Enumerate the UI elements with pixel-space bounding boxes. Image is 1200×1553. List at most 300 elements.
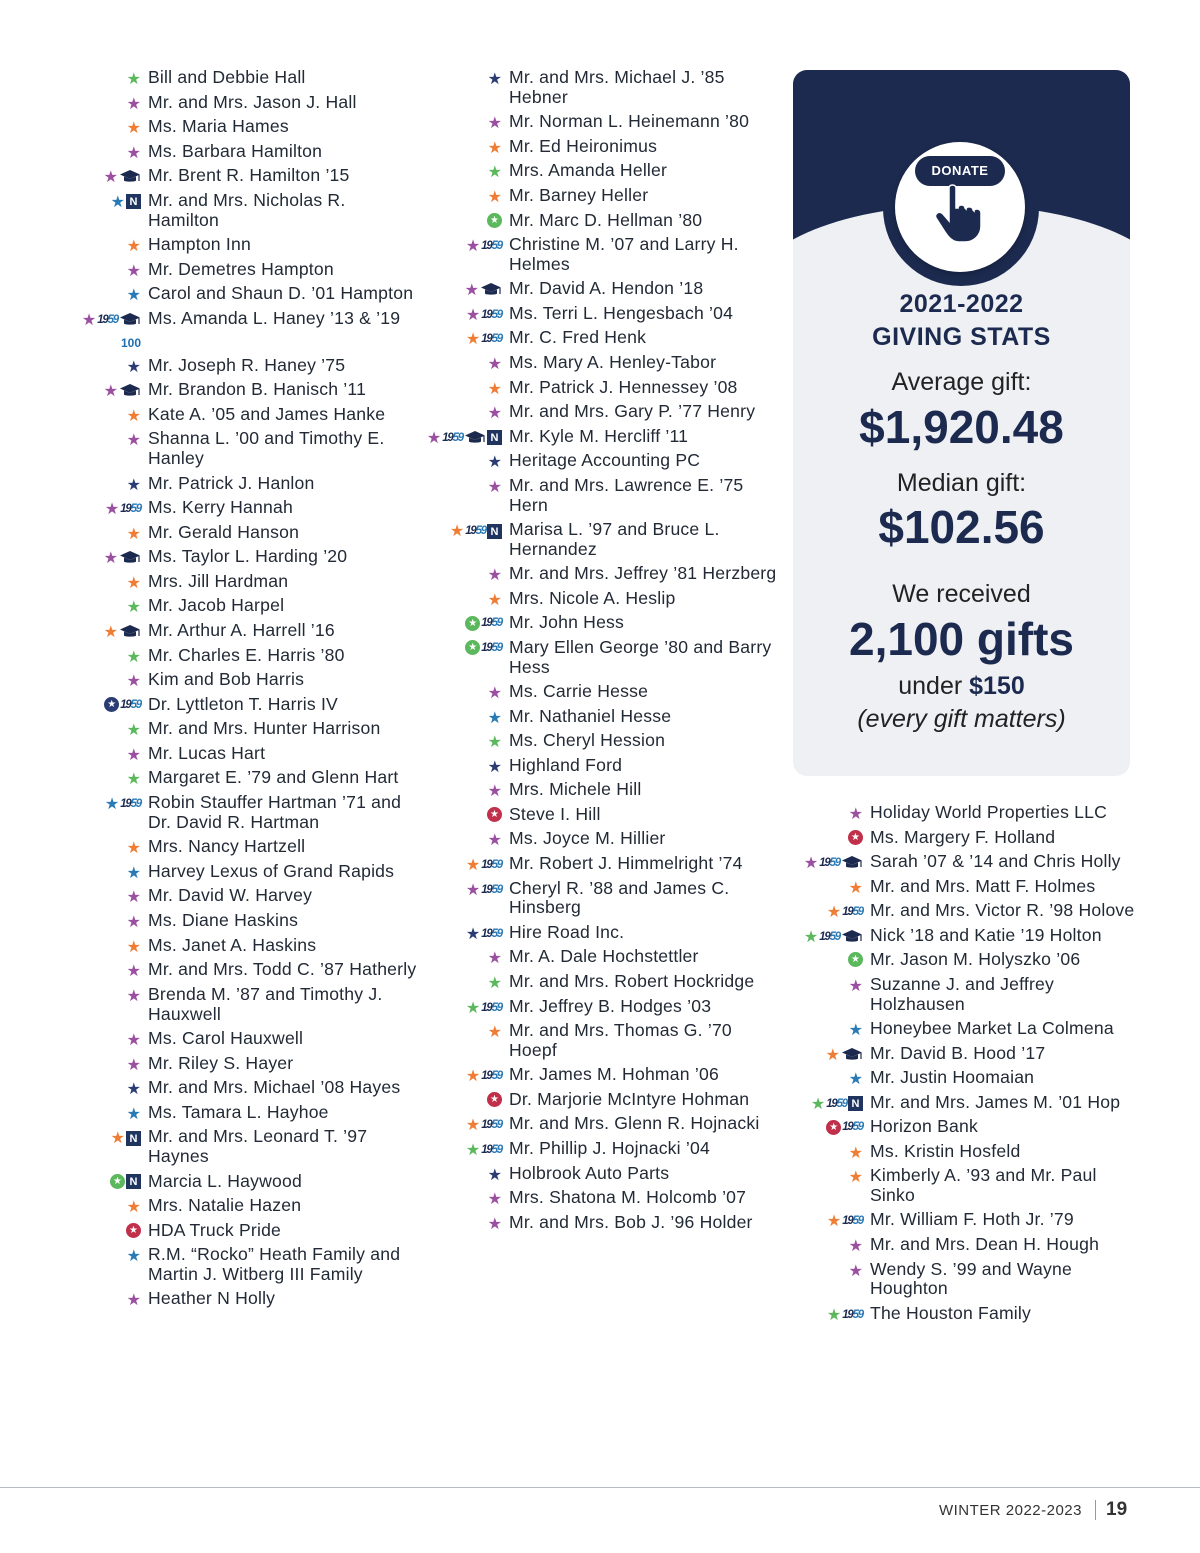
- society-1959-icon: 1959: [481, 239, 502, 252]
- donor-icons: [60, 1054, 148, 1074]
- donor-icons: [60, 1196, 148, 1216]
- donor-entry: [60, 1196, 420, 1216]
- donate-button[interactable]: [895, 142, 1025, 272]
- donor-name: Ms. Terri L. Hengesbach ’04: [509, 302, 734, 323]
- star-orange-icon: ★: [110, 1128, 125, 1148]
- donor-entry: [60, 719, 420, 739]
- star-purple-icon: ★: [126, 1029, 141, 1049]
- star-green-icon: ★: [126, 69, 141, 88]
- donor-entry: [782, 1044, 1142, 1064]
- n-logo-icon: N: [126, 1131, 141, 1146]
- donor-entry: [421, 829, 781, 849]
- star-green-icon: ★: [487, 972, 502, 992]
- donor-entry: [421, 564, 781, 584]
- donor-icons: [421, 829, 509, 849]
- donor-entry: [421, 402, 781, 422]
- society-1959-icon: 1959: [842, 1215, 863, 1228]
- donor-icons: [60, 356, 148, 376]
- donor-entry: [421, 378, 781, 398]
- donor-entry: [782, 1117, 1142, 1137]
- donor-entry: [421, 304, 781, 324]
- star-purple-icon: ★: [465, 879, 481, 899]
- donor-entry: [60, 547, 420, 567]
- donor-entry: [421, 682, 781, 702]
- star-purple-icon: ★: [126, 1054, 141, 1074]
- donor-name: Mr. Riley S. Hayer: [148, 1052, 294, 1073]
- donor-name: Mr. Brent R. Hamilton ’15: [148, 165, 350, 186]
- donor-entry: [782, 1260, 1142, 1300]
- donor-name: Mr. Barney Heller: [509, 184, 649, 205]
- donor-name: HDA Truck Pride: [148, 1219, 282, 1240]
- donor-entry: [782, 1019, 1142, 1039]
- donor-entry: [782, 852, 1142, 872]
- donor-icons: [782, 1142, 870, 1162]
- every-gift-matters: (every gift matters): [857, 705, 1066, 733]
- donor-icons: [421, 520, 509, 540]
- circled-star-red-icon: ★: [487, 807, 502, 822]
- donor-name: Mr. Phillip J. Hojnacki ’04: [509, 1137, 710, 1158]
- donor-entry: [782, 1142, 1142, 1162]
- donor-entry: [60, 1127, 420, 1167]
- donor-entry: [421, 1114, 781, 1134]
- star-orange-icon: ★: [126, 936, 141, 956]
- donor-icons: [60, 309, 148, 351]
- star-orange-icon: ★: [848, 1167, 863, 1187]
- donor-entry: [60, 405, 420, 425]
- donor-entry: [60, 1078, 420, 1098]
- star-purple-icon: ★: [126, 1290, 141, 1310]
- donor-entry: [60, 284, 420, 304]
- star-purple-icon: ★: [103, 548, 118, 568]
- donor-icons: [782, 1044, 870, 1064]
- circled-star-green-icon: ★: [848, 952, 863, 967]
- donor-entry: [60, 985, 420, 1025]
- donor-entry: [60, 936, 420, 956]
- donor-entry: [421, 1065, 781, 1085]
- circled-star-red-icon: ★: [848, 830, 863, 845]
- circled-star-green-icon: ★: [465, 616, 480, 631]
- stats-heading-year: 2021-2022: [899, 290, 1024, 318]
- donor-entry: [60, 768, 420, 788]
- under-amount: $150: [969, 672, 1025, 700]
- donor-name: Mr. Ed Heironimus: [509, 135, 658, 156]
- donor-icons: [782, 1166, 870, 1186]
- donor-name: Honeybee Market La Colmena: [870, 1017, 1114, 1038]
- donor-name: Mr. and Mrs. James M. ’01 Hop: [870, 1091, 1121, 1112]
- graduation-cap-icon: [119, 312, 141, 328]
- donor-entry: [782, 828, 1142, 848]
- pointing-hand-icon: [925, 178, 995, 248]
- society-1959-icon: 1959: [97, 313, 118, 326]
- star-purple-icon: ★: [465, 304, 481, 324]
- donor-name: Suzanne J. and Jeffrey Holzhausen: [870, 973, 1055, 1014]
- donor-entry: [782, 1068, 1142, 1088]
- donor-name: Mrs. Nicole A. Heslip: [509, 587, 676, 608]
- donor-icons: [60, 886, 148, 906]
- star-purple-icon: ★: [487, 830, 502, 850]
- donor-icons: [60, 719, 148, 739]
- donor-icons: [421, 235, 509, 255]
- donor-entry: [421, 947, 781, 967]
- donor-icons: [421, 972, 509, 992]
- star-purple-icon: ★: [126, 887, 141, 907]
- stats-heading-title: GIVING STATS: [872, 323, 1051, 351]
- star-navy-icon: ★: [487, 69, 502, 88]
- donor-icons: [60, 235, 148, 255]
- donor-icons: [421, 997, 509, 1017]
- donor-name: Ms. Cheryl Hession: [509, 730, 666, 751]
- donor-name: Ms. Barbara Hamilton: [148, 140, 323, 161]
- donor-icons: [60, 646, 148, 666]
- star-purple-icon: ★: [487, 353, 502, 373]
- donor-name: Hampton Inn: [148, 234, 251, 255]
- donor-icons: [421, 613, 509, 631]
- donor-entry: [421, 780, 781, 800]
- donor-name: Kate A. ’05 and James Hanke: [148, 403, 386, 424]
- star-blue-icon: ★: [126, 1245, 141, 1265]
- donor-icons: [782, 926, 870, 946]
- star-orange-icon: ★: [487, 589, 502, 609]
- star-purple-icon: ★: [126, 430, 141, 450]
- donor-name: Ms. Margery F. Holland: [870, 826, 1056, 847]
- donor-name: Cheryl R. ’88 and James C. Hinsberg: [509, 877, 730, 918]
- donor-icons: [421, 805, 509, 822]
- star-purple-icon: ★: [487, 476, 502, 496]
- donor-icons: [60, 572, 148, 592]
- donor-entry: [60, 960, 420, 980]
- donor-entry: [421, 186, 781, 206]
- donor-name: Mr. and Mrs. Lawrence E. ’75 Hern: [509, 474, 744, 515]
- star-blue-icon: ★: [848, 1019, 863, 1039]
- average-gift-label: Average gift:: [891, 368, 1032, 396]
- donor-entry: [421, 235, 781, 275]
- donor-icons: [421, 879, 509, 899]
- star-purple-icon: ★: [848, 804, 863, 823]
- donor-icons: [782, 1260, 870, 1280]
- donor-entry: [782, 950, 1142, 970]
- star-orange-icon: ★: [487, 378, 502, 398]
- donor-name: Mr. and Mrs. Dean H. Hough: [870, 1234, 1100, 1255]
- society-1959-icon: 1959: [481, 1143, 502, 1156]
- star-green-icon: ★: [487, 162, 502, 182]
- star-purple-icon: ★: [487, 1189, 502, 1209]
- star-blue-icon: ★: [110, 191, 125, 211]
- donor-icons: [421, 564, 509, 584]
- donor-entry: [60, 142, 420, 162]
- median-gift-value: $102.56: [878, 501, 1045, 553]
- star-purple-icon: ★: [426, 427, 442, 447]
- donor-icons: [782, 1019, 870, 1039]
- donor-name: Hire Road Inc.: [509, 921, 625, 942]
- donor-entry: [782, 803, 1142, 823]
- donor-icons: [421, 378, 509, 398]
- donor-icons: [60, 1289, 148, 1309]
- donor-entry: [421, 879, 781, 919]
- donor-name: Mr. and Mrs. Michael ’08 Hayes: [148, 1077, 401, 1098]
- donor-entry: [782, 1210, 1142, 1230]
- society-1959-icon: 1959: [842, 906, 863, 919]
- donor-icons: [421, 682, 509, 702]
- donor-icons: [782, 975, 870, 995]
- donor-entry: [421, 1213, 781, 1233]
- footer-separator: [1095, 1500, 1096, 1520]
- society-1959-icon: 1959: [442, 431, 463, 444]
- star-blue-icon: ★: [126, 862, 141, 882]
- star-green-icon: ★: [126, 597, 141, 617]
- donor-entry: [421, 613, 781, 633]
- donor-entry: [60, 191, 420, 231]
- donor-name: Mrs. Michele Hill: [509, 779, 642, 800]
- received-value: 2,100 gifts: [849, 613, 1074, 665]
- donor-entry: [421, 756, 781, 776]
- star-purple-icon: ★: [81, 309, 97, 329]
- star-orange-icon: ★: [848, 1142, 863, 1162]
- donor-icons: [782, 1210, 870, 1230]
- donor-icons: [60, 911, 148, 931]
- donor-name: Mrs. Jill Hardman: [148, 570, 289, 591]
- star-blue-icon: ★: [126, 285, 141, 305]
- donor-icons: [421, 279, 509, 299]
- star-orange-icon: ★: [826, 1211, 842, 1231]
- donor-entry: [421, 1188, 781, 1208]
- star-purple-icon: ★: [487, 403, 502, 423]
- star-orange-icon: ★: [848, 877, 863, 897]
- donor-entry: [60, 166, 420, 186]
- circled-star-green-icon: ★: [465, 640, 480, 655]
- donor-icons: [421, 756, 509, 776]
- circled-star-green-icon: ★: [110, 1174, 125, 1189]
- donor-entry: [60, 670, 420, 690]
- donor-icons: [60, 474, 148, 494]
- donor-icons: [60, 695, 148, 713]
- society-1959-icon: 1959: [826, 1097, 847, 1110]
- donor-entry: [60, 1245, 420, 1285]
- donor-icons: [60, 768, 148, 788]
- donor-name: Mr. Nathaniel Hesse: [509, 705, 672, 726]
- donor-name: Ms. Mary A. Henley-Tabor: [509, 351, 717, 372]
- circled-star-navy-icon: ★: [104, 697, 119, 712]
- star-orange-icon: ★: [465, 1115, 481, 1135]
- circled-star-red-icon: ★: [126, 1223, 141, 1238]
- star-blue-icon: ★: [126, 1103, 141, 1123]
- donor-entry: [60, 646, 420, 666]
- donor-icons: [60, 837, 148, 857]
- donor-name: Highland Ford: [509, 754, 623, 775]
- star-green-icon: ★: [126, 646, 141, 666]
- donor-icons: [421, 1164, 509, 1184]
- circled-star-red-icon: ★: [487, 1092, 502, 1107]
- donor-icons: [60, 68, 148, 88]
- society-1959-icon: 1959: [481, 1119, 502, 1132]
- donor-icons: [421, 186, 509, 206]
- donor-icons: [421, 68, 509, 88]
- donor-entry: [60, 309, 420, 351]
- donor-icons: [421, 328, 509, 348]
- donor-entry: [60, 356, 420, 376]
- graduation-cap-icon: [464, 430, 486, 446]
- donor-name: Mr. and Mrs. Bob J. ’96 Holder: [509, 1211, 753, 1232]
- donor-entry: [60, 117, 420, 137]
- donor-icons: [60, 936, 148, 956]
- donor-icons: [782, 901, 870, 921]
- donor-entry: [60, 744, 420, 764]
- donor-entry: [421, 353, 781, 373]
- donor-icons: [60, 960, 148, 980]
- donor-icons: [60, 1172, 148, 1189]
- donor-icons: [782, 803, 870, 823]
- star-purple-icon: ★: [126, 142, 141, 162]
- donor-icons: [421, 707, 509, 727]
- donor-name: Mrs. Shatona M. Holcomb ’07: [509, 1187, 747, 1208]
- star-green-icon: ★: [826, 1304, 842, 1324]
- donor-name: Mrs. Amanda Heller: [509, 160, 668, 181]
- star-orange-icon: ★: [487, 137, 502, 157]
- donor-entry: [421, 1139, 781, 1159]
- donor-icons: [421, 137, 509, 157]
- star-orange-icon: ★: [126, 1196, 141, 1216]
- donor-icons: [421, 780, 509, 800]
- donor-entry: [421, 451, 781, 471]
- donor-entry: [421, 589, 781, 609]
- society-1959-icon: 1959: [120, 698, 141, 711]
- donor-icons: [60, 166, 148, 186]
- donor-icons: [60, 621, 148, 641]
- donor-name: Mr. and Mrs. Gary P. ’77 Henry: [509, 401, 756, 422]
- star-purple-icon: ★: [126, 744, 141, 764]
- donor-name: Shanna L. ’00 and Timothy E. Hanley: [148, 428, 385, 469]
- star-blue-icon: ★: [104, 794, 120, 814]
- donor-name: Mr. and Mrs. Hunter Harrison: [148, 718, 381, 739]
- donor-name: Mr. David A. Hendon ’18: [509, 278, 704, 299]
- donor-entry: [782, 975, 1142, 1015]
- donor-name: Mr. and Mrs. Glenn R. Hojnacki: [509, 1113, 760, 1134]
- donor-name: Mr. James M. Hohman ’06: [509, 1064, 719, 1085]
- donor-name: Ms. Maria Hames: [148, 116, 289, 137]
- society-1959-icon: 1959: [465, 525, 486, 538]
- society-1959-icon: 1959: [120, 798, 141, 811]
- donor-name: Marcia L. Haywood: [148, 1170, 302, 1191]
- donor-name: Mr. Justin Hoomaian: [870, 1067, 1035, 1088]
- donor-name: Mrs. Natalie Hazen: [148, 1194, 302, 1215]
- donor-name: Mr. and Mrs. Robert Hockridge: [509, 970, 755, 991]
- donate-label: DONATE: [915, 156, 1005, 186]
- donor-entry: [421, 1164, 781, 1184]
- star-purple-icon: ★: [126, 260, 141, 280]
- donor-entry: [60, 1289, 420, 1309]
- star-orange-icon: ★: [449, 521, 465, 541]
- star-blue-icon: ★: [848, 1069, 863, 1089]
- donor-entry: [60, 93, 420, 113]
- donor-icons: [421, 304, 509, 324]
- star-purple-icon: ★: [126, 93, 141, 113]
- donor-icons: [60, 1127, 148, 1147]
- donor-name: Steve I. Hill: [509, 804, 601, 824]
- star-green-icon: ★: [487, 732, 502, 752]
- donor-name: Ms. Carrie Hesse: [509, 681, 649, 702]
- donor-entry: [421, 923, 781, 943]
- average-gift-value: $1,920.48: [859, 401, 1064, 453]
- society-1959-icon: 1959: [481, 641, 502, 654]
- donor-icons: [421, 451, 509, 471]
- donor-name: R.M. “Rocko” Heath Family and Martin J. Witberg III Family: [148, 1243, 401, 1284]
- star-purple-icon: ★: [103, 167, 118, 187]
- donor-entry: [60, 1029, 420, 1049]
- star-green-icon: ★: [803, 926, 819, 946]
- donor-name: Mr. David B. Hood ’17: [870, 1042, 1046, 1063]
- donor-name: Mrs. Nancy Hartzell: [148, 836, 306, 857]
- donor-name: Harvey Lexus of Grand Rapids: [148, 860, 395, 881]
- donor-icons: [421, 476, 509, 496]
- page-number: 19: [1106, 1499, 1128, 1520]
- donor-entry: [421, 997, 781, 1017]
- donor-icons: [421, 638, 509, 656]
- donor-name: Brenda M. ’87 and Timothy J. Hauxwell: [148, 983, 383, 1024]
- donor-entry: [60, 911, 420, 931]
- donor-icons: [421, 1114, 509, 1134]
- society-1959-icon: 1959: [481, 617, 502, 630]
- donor-entry: [421, 279, 781, 299]
- donor-name: Mr. Jason M. Holyszko ’06: [870, 949, 1081, 970]
- graduation-cap-icon: [480, 282, 502, 298]
- donor-name: Bill and Debbie Hall: [148, 67, 306, 87]
- donor-entry: [60, 380, 420, 400]
- donor-entry: [60, 862, 420, 882]
- star-purple-icon: ★: [487, 565, 502, 585]
- star-purple-icon: ★: [487, 1213, 502, 1233]
- donor-name: Kim and Bob Harris: [148, 669, 305, 690]
- donor-entry: [782, 901, 1142, 921]
- donor-name: Wendy S. ’99 and Wayne Houghton: [870, 1258, 1072, 1299]
- donor-entry: [782, 1235, 1142, 1255]
- star-navy-icon: ★: [487, 452, 502, 472]
- star-purple-icon: ★: [487, 683, 502, 703]
- donor-name: Mr. David W. Harvey: [148, 885, 313, 906]
- donor-name: Christine M. ’07 and Larry H. Helmes: [509, 233, 739, 274]
- star-green-icon: ★: [465, 997, 481, 1017]
- donor-entry: [60, 498, 420, 518]
- club-100-icon: 100: [120, 335, 141, 350]
- star-orange-icon: ★: [103, 622, 118, 642]
- donor-name: Ms. Janet A. Haskins: [148, 934, 317, 955]
- donor-entry: [60, 596, 420, 616]
- stats-heading: [793, 288, 1130, 354]
- star-orange-icon: ★: [465, 329, 481, 349]
- society-1959-icon: 1959: [842, 1308, 863, 1321]
- star-orange-icon: ★: [465, 1066, 481, 1086]
- star-purple-icon: ★: [848, 975, 863, 995]
- star-navy-icon: ★: [465, 923, 481, 943]
- graduation-cap-icon: [841, 1047, 863, 1063]
- star-green-icon: ★: [126, 769, 141, 789]
- donor-icons: [782, 1068, 870, 1088]
- donor-icons: [60, 596, 148, 616]
- donor-name: Mr. and Mrs. Michael J. ’85 Hebner: [509, 67, 725, 107]
- donor-icons: [60, 1078, 148, 1098]
- donor-name: Margaret E. ’79 and Glenn Hart: [148, 767, 399, 788]
- donor-name: Mr. Gerald Hanson: [148, 521, 300, 542]
- donor-icons: [60, 260, 148, 280]
- star-purple-icon: ★: [126, 985, 141, 1005]
- donor-entry: [60, 523, 420, 543]
- donor-icons: [421, 161, 509, 181]
- donor-icons: [60, 1103, 148, 1123]
- donor-icons: [60, 862, 148, 882]
- donor-name: Mr. Norman L. Heinemann ’80: [509, 111, 750, 132]
- donor-name: Mr. and Mrs. Leonard T. ’97 Haynes: [148, 1126, 368, 1167]
- star-green-icon: ★: [465, 1139, 481, 1159]
- donor-icons: [782, 1093, 870, 1113]
- donor-entry: [421, 68, 781, 108]
